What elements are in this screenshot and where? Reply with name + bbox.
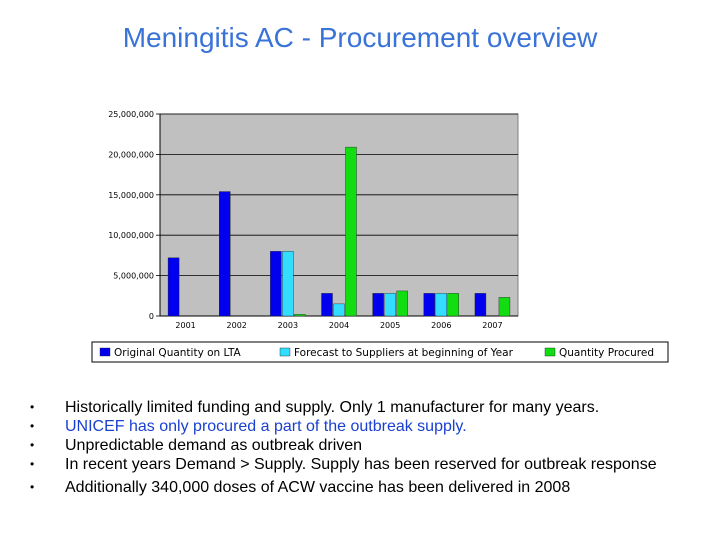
bullet-item <box>28 436 708 455</box>
chart-svg <box>90 100 670 372</box>
bar <box>373 293 384 316</box>
bar <box>385 293 396 316</box>
bullet-icon: • <box>30 457 35 471</box>
bullet-text: Additionally 340,000 doses of ACW vaccine has been delivered in 2008 <box>65 479 571 496</box>
legend-label: Forecast to Suppliers at beginning of Year <box>294 347 513 359</box>
plot-area <box>160 114 518 316</box>
bar <box>219 192 230 316</box>
y-tick-label: 10,000,000 <box>108 231 154 241</box>
bar <box>448 293 459 316</box>
bar <box>334 304 345 316</box>
y-tick-label: 25,000,000 <box>108 110 154 119</box>
bullet-text: Historically limited funding and supply. Only 1 manufacturer for many years. <box>65 399 600 416</box>
x-tick-label: 2003 <box>277 321 299 330</box>
legend-swatch <box>545 348 555 356</box>
bullet-text: In recent years Demand > Supply. Supply has been reserved for outbreak response <box>65 456 657 473</box>
bullet-item <box>28 478 708 497</box>
bar <box>499 297 510 316</box>
bullet-list <box>28 398 708 497</box>
legend-swatch <box>100 348 110 356</box>
y-tick-label: 5,000,000 <box>113 271 154 281</box>
legend-label: Original Quantity on LTA <box>114 347 241 359</box>
bullet-icon: • <box>30 438 35 452</box>
procurement-chart <box>90 100 670 372</box>
bar <box>168 258 179 316</box>
x-tick-label: 2006 <box>431 321 452 330</box>
bar <box>475 293 486 316</box>
bullet-icon: • <box>30 480 35 494</box>
bar <box>282 251 293 316</box>
bar <box>322 293 333 316</box>
slide-title: Meningitis AC - Procurement overview <box>122 22 598 53</box>
bullet-item <box>28 455 708 474</box>
x-tick-label: 2007 <box>482 321 503 330</box>
y-tick-label: 20,000,000 <box>108 150 154 160</box>
y-tick-label: 0 <box>148 312 154 321</box>
x-tick-label: 2005 <box>379 321 401 330</box>
x-tick-label: 2004 <box>328 321 350 330</box>
bar <box>424 293 435 316</box>
bullet-icon: • <box>30 419 35 433</box>
legend-label: Quantity Procured <box>559 347 655 359</box>
bar <box>346 147 357 316</box>
bar <box>270 251 281 316</box>
bar <box>397 291 408 316</box>
bullet-item <box>28 417 708 436</box>
bullet-text: UNICEF has only procured a part of the outbreak supply. <box>65 418 467 435</box>
bar <box>436 293 447 316</box>
bullet-icon: • <box>30 400 35 414</box>
bullet-item <box>28 398 708 417</box>
bar <box>294 314 305 316</box>
x-tick-label: 2002 <box>226 321 247 330</box>
y-tick-label: 15,000,000 <box>108 190 154 200</box>
legend-swatch <box>280 348 290 356</box>
x-tick-label: 2001 <box>175 321 196 330</box>
bullet-text: Unpredictable demand as outbreak driven <box>65 437 363 454</box>
